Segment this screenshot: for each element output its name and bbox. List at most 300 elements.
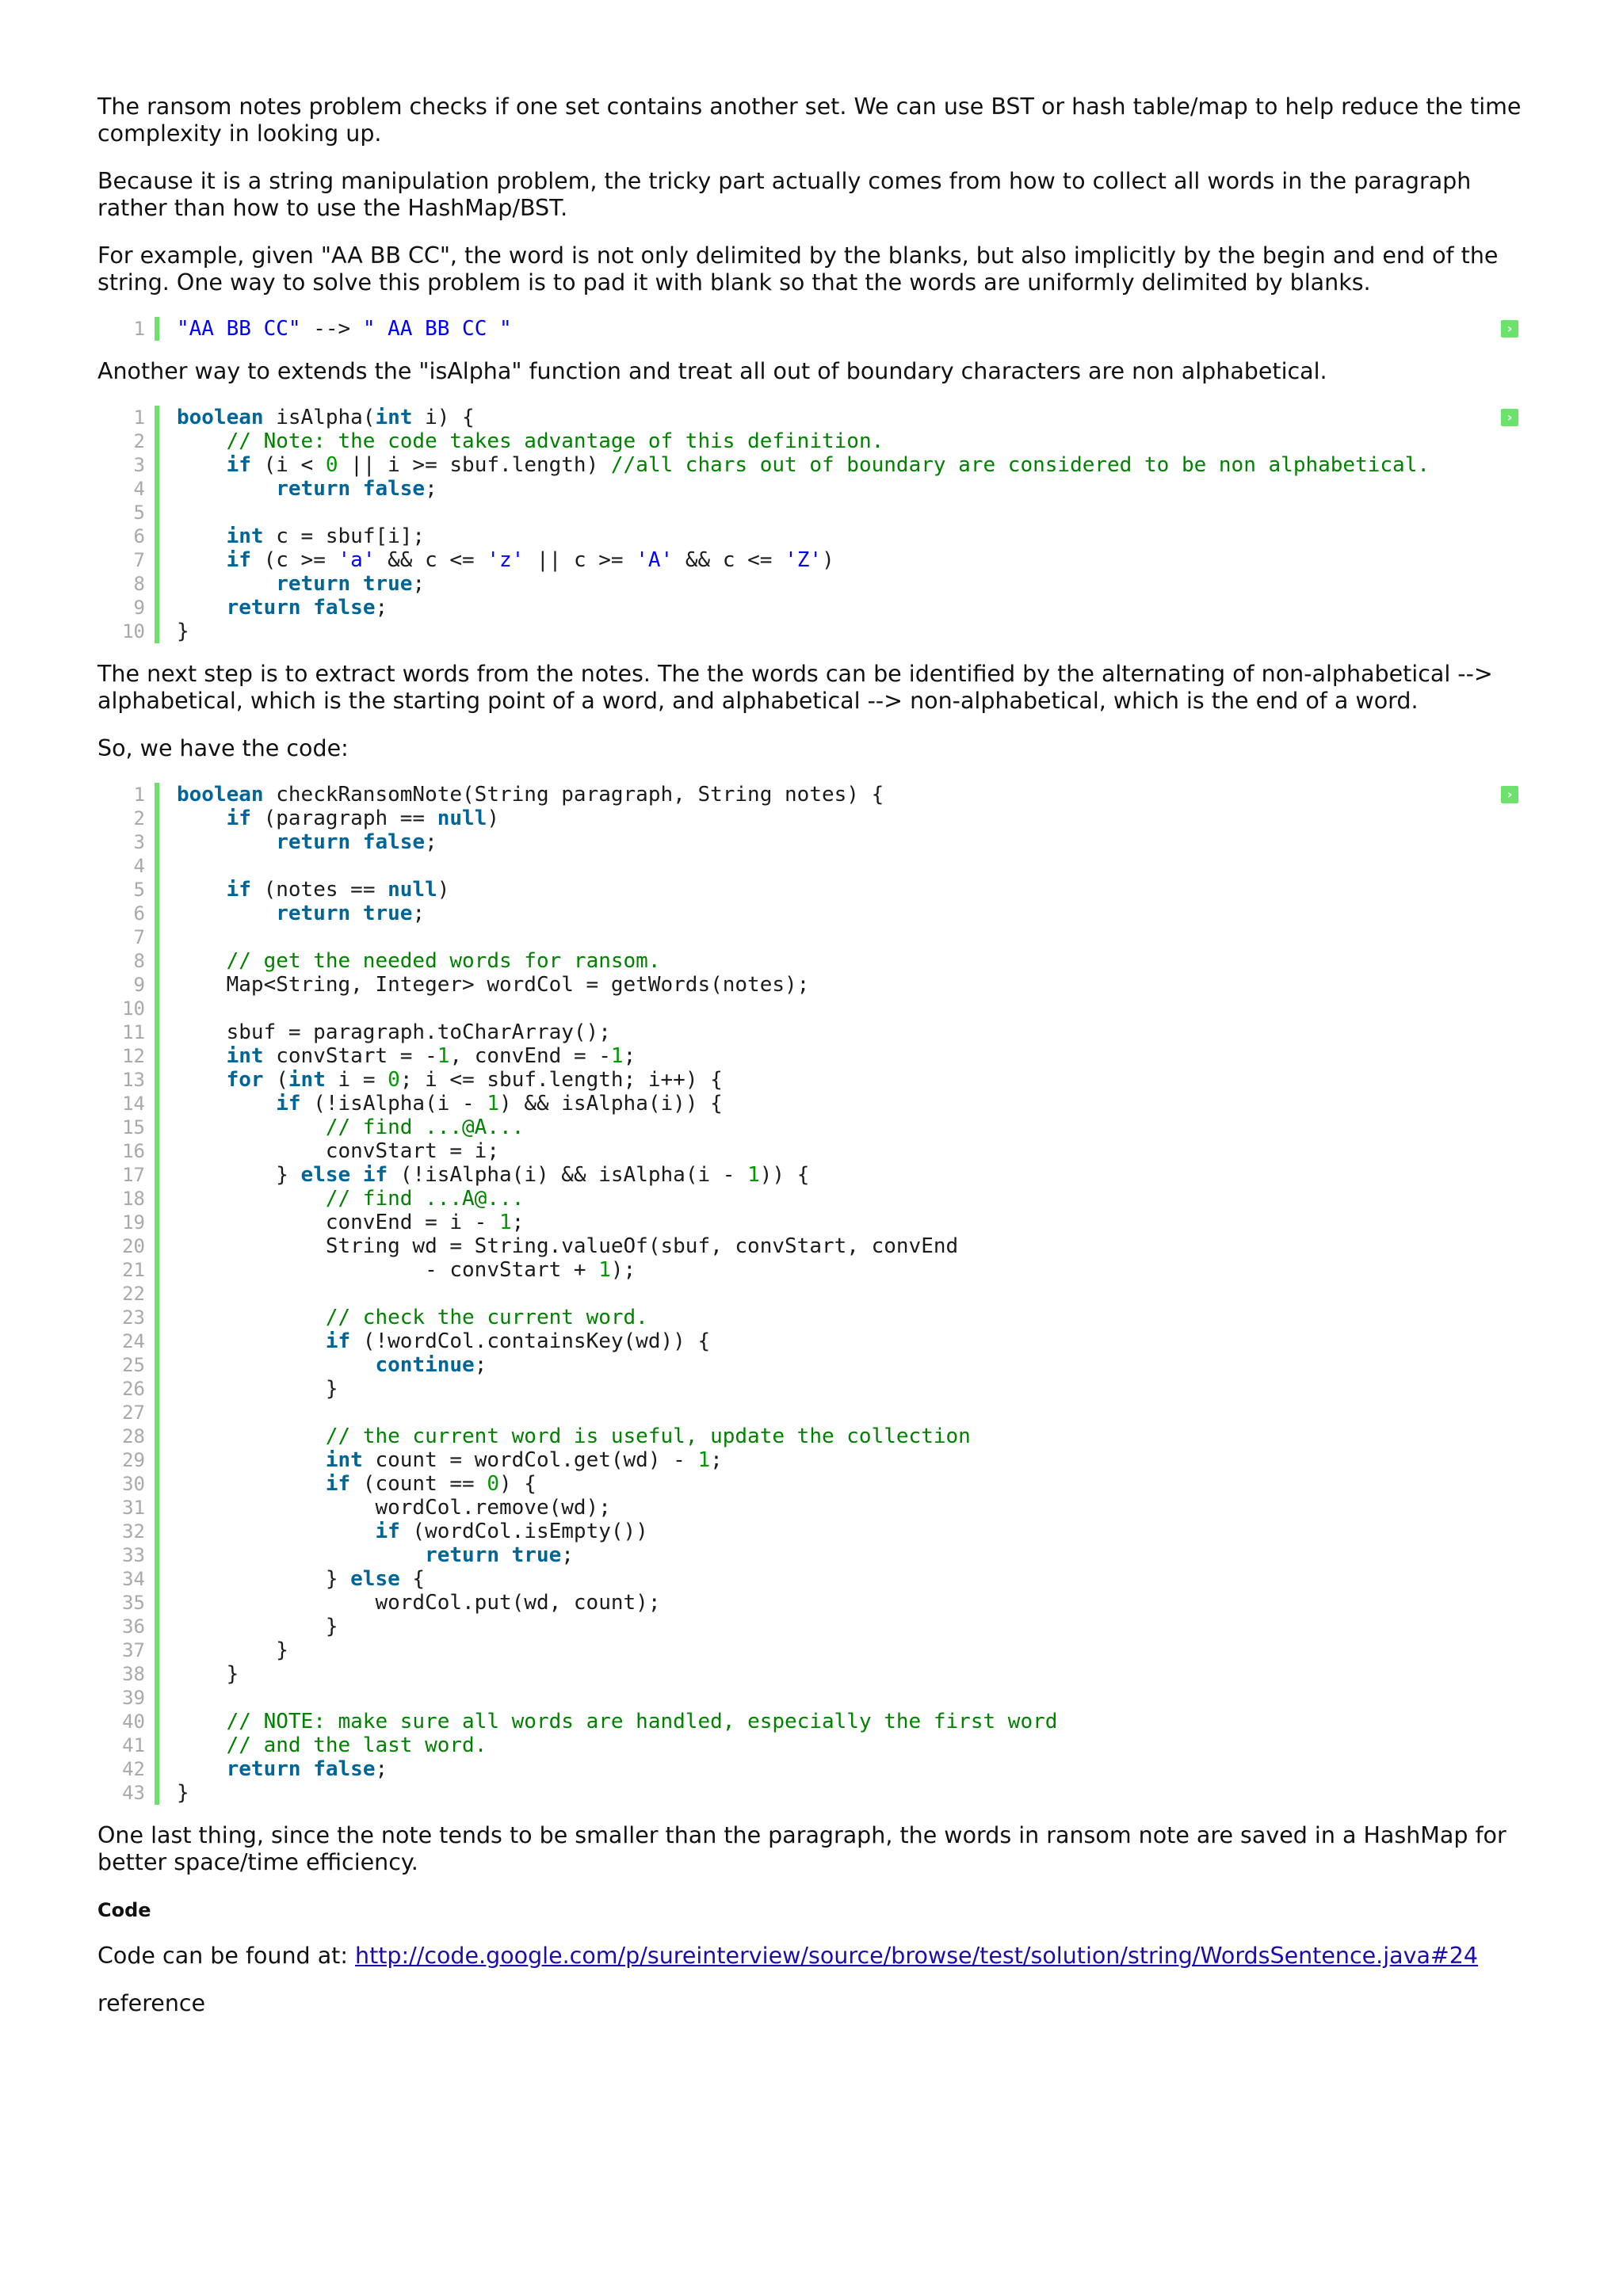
code-token: ; i <= sbuf.length; i++) { xyxy=(399,1068,723,1092)
line-number: 20 xyxy=(97,1234,159,1258)
line-number: 9 xyxy=(97,973,159,997)
code-token: int xyxy=(288,1068,326,1092)
code-line-content xyxy=(159,997,177,1020)
code-token: 'Z' xyxy=(785,548,823,572)
isalpha-paragraph: Another way to extends the "isAlpha" function and treat all out of boundary characters are non alphabetical. xyxy=(97,358,1327,384)
code-line-content xyxy=(159,1068,723,1092)
code-token: return xyxy=(425,1543,499,1567)
code-line-content xyxy=(159,1139,499,1163)
code-token xyxy=(177,902,276,925)
so-we-have-paragraph: So, we have the code: xyxy=(97,735,349,761)
line-number: 2 xyxy=(97,807,159,830)
code-token: false xyxy=(362,830,426,854)
code-token: sbuf = paragraph.toCharArray(); xyxy=(177,1020,611,1044)
code-token: ; xyxy=(561,1543,574,1567)
line-number: 19 xyxy=(97,1211,159,1234)
code-token: true xyxy=(362,572,413,596)
code-line-content xyxy=(159,1163,809,1187)
line-number: 36 xyxy=(97,1615,159,1638)
code-token: convEnd = i - xyxy=(177,1211,499,1234)
line-number: 18 xyxy=(97,1187,159,1211)
code-line xyxy=(97,1472,1528,1496)
line-number: 8 xyxy=(97,949,159,973)
line-number: 8 xyxy=(97,572,159,596)
code-line-content xyxy=(159,878,449,902)
code-line-content xyxy=(159,1282,177,1306)
code-line xyxy=(97,1353,1528,1377)
code-token xyxy=(177,548,227,572)
code-line xyxy=(97,1258,1528,1282)
code-line xyxy=(97,524,1528,548)
code-token: 1 xyxy=(747,1163,760,1187)
code-line-content xyxy=(159,453,1430,477)
code-line-content xyxy=(159,1520,648,1543)
code-line xyxy=(97,949,1528,973)
code-token: return xyxy=(276,830,351,854)
code-token: null xyxy=(388,878,437,902)
code-line xyxy=(97,429,1528,453)
code-token: { xyxy=(399,1567,426,1591)
code-token: checkRansomNote(String paragraph, String notes) { xyxy=(263,783,884,807)
code-token: ; xyxy=(412,572,426,596)
code-token xyxy=(177,1757,227,1781)
code-token: false xyxy=(362,477,426,501)
code-token: } xyxy=(177,1638,288,1662)
code-token: } xyxy=(177,1615,338,1638)
code-token: (wordCol.isEmpty()) xyxy=(399,1520,648,1543)
code-token: - convStart + xyxy=(177,1258,599,1282)
code-token: wordCol.remove(wd); xyxy=(177,1496,611,1520)
code-token: " AA BB CC " xyxy=(362,317,512,341)
code-line xyxy=(97,477,1528,501)
line-number: 35 xyxy=(97,1591,159,1615)
code-line-content xyxy=(159,406,475,429)
extract-words-paragraph: The next step is to extract words from the notes. The the words can be identified by the alternating of non-alphabetical --> alphabetical, which is the starting point of a word, and alphabetical --> non-alphabetical, which is the end of a word. xyxy=(97,661,1493,714)
code-line-content xyxy=(159,1020,611,1044)
line-number: 5 xyxy=(97,501,159,524)
line-number: 1 xyxy=(97,317,159,341)
line-number: 32 xyxy=(97,1520,159,1543)
line-number: 41 xyxy=(97,1733,159,1757)
last-thing-paragraph: One last thing, since the note tends to be smaller than the paragraph, the words in ransom note are saved in a HashMap for better space/time efficiency. xyxy=(97,1822,1507,1875)
code-line xyxy=(97,1234,1528,1258)
code-token: Map<String, Integer> wordCol = getWords(notes); xyxy=(177,973,810,997)
copy-to-clipboard-icon[interactable]: › xyxy=(1501,409,1518,426)
code-token: // the current word is useful, update the collection xyxy=(325,1425,971,1448)
code-line xyxy=(97,548,1528,572)
code-line xyxy=(97,1615,1528,1638)
code-line-content xyxy=(159,1187,524,1211)
code-line xyxy=(97,1543,1528,1567)
code-line-content xyxy=(159,1710,1057,1733)
code-line-content xyxy=(159,429,884,453)
code-line xyxy=(97,1710,1528,1733)
line-number: 6 xyxy=(97,524,159,548)
code-line xyxy=(97,925,1528,949)
example-paragraph: For example, given "AA BB CC", the word is not only delimited by the blanks, but also implicitly by the begin and end of the string. One way to solve this problem is to pad it with blank so that the words are uniformly delimited by blanks. xyxy=(97,242,1499,296)
code-line-content xyxy=(159,501,177,524)
code-line xyxy=(97,1187,1528,1211)
line-number: 40 xyxy=(97,1710,159,1733)
code-token: "AA BB CC" xyxy=(177,317,301,341)
code-line-content xyxy=(159,620,189,643)
code-block-padding xyxy=(97,317,1528,341)
code-token: (i < xyxy=(250,453,326,477)
code-token xyxy=(177,1425,326,1448)
code-token xyxy=(177,1448,326,1472)
code-token: 1 xyxy=(697,1448,711,1472)
code-token: --> xyxy=(300,317,363,341)
code-line-content xyxy=(159,783,884,807)
code-token: ; xyxy=(425,830,437,854)
code-token: ) xyxy=(487,807,500,830)
code-token xyxy=(499,1543,512,1567)
code-heading: Code xyxy=(97,1899,151,1921)
code-line-content xyxy=(159,1116,524,1139)
copy-to-clipboard-icon[interactable]: › xyxy=(1501,320,1518,338)
code-token: 1 xyxy=(499,1211,512,1234)
code-token: } xyxy=(177,1662,239,1686)
code-token xyxy=(177,429,227,453)
code-line-content xyxy=(159,1591,660,1615)
code-token xyxy=(177,477,276,501)
code-line-content xyxy=(159,548,834,572)
code-token xyxy=(350,902,363,925)
code-line xyxy=(97,453,1528,477)
line-number: 15 xyxy=(97,1116,159,1139)
code-link[interactable]: http://code.google.com/p/sureinterview/source/browse/test/solution/string/WordsSentence.java#24 xyxy=(355,1943,1479,1969)
line-number: 7 xyxy=(97,925,159,949)
line-number: 26 xyxy=(97,1377,159,1401)
code-line xyxy=(97,807,1528,830)
code-line-content xyxy=(159,477,437,501)
code-token: // and the last word. xyxy=(226,1733,487,1757)
line-number: 12 xyxy=(97,1044,159,1068)
code-token: true xyxy=(362,902,413,925)
line-number: 5 xyxy=(97,878,159,902)
code-token: (!wordCol.containsKey(wd)) { xyxy=(350,1329,711,1353)
code-token: ) { xyxy=(499,1472,537,1496)
code-line xyxy=(97,572,1528,596)
code-token: c = sbuf[i]; xyxy=(263,524,426,548)
code-token: int xyxy=(226,524,264,548)
code-line xyxy=(97,1163,1528,1187)
code-token: 'A' xyxy=(636,548,674,572)
code-token xyxy=(177,1733,227,1757)
code-line xyxy=(97,830,1528,854)
line-number: 6 xyxy=(97,902,159,925)
code-token: (count == xyxy=(350,1472,487,1496)
code-line-content xyxy=(159,1092,723,1116)
line-number: 31 xyxy=(97,1496,159,1520)
code-line-content xyxy=(159,1638,288,1662)
line-number: 23 xyxy=(97,1306,159,1329)
code-token: // get the needed words for ransom. xyxy=(226,949,661,973)
code-line xyxy=(97,1425,1528,1448)
code-line-content xyxy=(159,596,388,620)
code-token: ; xyxy=(623,1044,636,1068)
code-token: String wd = String.valueOf(sbuf, convStart, convEnd xyxy=(177,1234,959,1258)
code-line-content xyxy=(159,524,425,548)
code-token: (paragraph == xyxy=(250,807,437,830)
line-number: 1 xyxy=(97,406,159,429)
code-line xyxy=(97,854,1528,878)
code-token: if xyxy=(375,1520,400,1543)
code-token: return xyxy=(226,1757,301,1781)
code-line-content xyxy=(159,807,499,830)
code-token: (!isAlpha(i) && isAlpha(i - xyxy=(388,1163,748,1187)
code-line xyxy=(97,406,1528,429)
code-token: 'a' xyxy=(338,548,376,572)
code-token xyxy=(301,1757,314,1781)
code-line xyxy=(97,1020,1528,1044)
code-token: // NOTE: make sure all words are handled, especially the first word xyxy=(226,1710,1058,1733)
code-token xyxy=(177,1044,227,1068)
line-number: 33 xyxy=(97,1543,159,1567)
code-token: 0 xyxy=(487,1472,499,1496)
code-token: else xyxy=(350,1567,400,1591)
code-line-content xyxy=(159,1044,636,1068)
line-number: 2 xyxy=(97,429,159,453)
code-token: true xyxy=(511,1543,562,1567)
code-line-content xyxy=(159,1258,636,1282)
code-line xyxy=(97,1116,1528,1139)
code-line-content xyxy=(159,949,661,973)
code-token: || i >= sbuf.length) xyxy=(338,453,611,477)
code-line-content xyxy=(159,1472,537,1496)
code-line xyxy=(97,1306,1528,1329)
code-line-content xyxy=(159,925,177,949)
code-token: convStart = i; xyxy=(177,1139,499,1163)
code-token: ; xyxy=(511,1211,525,1234)
code-token: 'z' xyxy=(487,548,525,572)
reference-text: reference xyxy=(97,1990,206,2016)
code-token: return xyxy=(276,572,351,596)
code-line xyxy=(97,596,1528,620)
line-number: 43 xyxy=(97,1781,159,1805)
code-line-content xyxy=(159,1377,338,1401)
code-line xyxy=(97,902,1528,925)
code-line xyxy=(97,1567,1528,1591)
code-token xyxy=(177,1116,326,1139)
code-token: if xyxy=(226,548,251,572)
code-token: ) && isAlpha(i)) { xyxy=(499,1092,723,1116)
code-line xyxy=(97,1401,1528,1425)
code-token: int xyxy=(325,1448,363,1472)
copy-to-clipboard-icon[interactable]: › xyxy=(1501,786,1518,803)
line-number: 21 xyxy=(97,1258,159,1282)
code-line-content xyxy=(159,1448,723,1472)
line-number: 37 xyxy=(97,1638,159,1662)
code-token xyxy=(177,453,227,477)
code-token: )) { xyxy=(759,1163,810,1187)
code-line-content xyxy=(159,572,425,596)
code-line xyxy=(97,1282,1528,1306)
code-line xyxy=(97,1733,1528,1757)
line-number: 17 xyxy=(97,1163,159,1187)
code-token: //all chars out of boundary are considered to be non alphabetical. xyxy=(610,453,1430,477)
code-token xyxy=(350,1163,363,1187)
code-line-content xyxy=(159,1306,648,1329)
code-token: 0 xyxy=(325,453,338,477)
line-number: 24 xyxy=(97,1329,159,1353)
code-token xyxy=(350,830,363,854)
line-number: 3 xyxy=(97,453,159,477)
code-token: (notes == xyxy=(250,878,388,902)
code-token xyxy=(350,477,363,501)
code-line-content xyxy=(159,1686,177,1710)
code-token: ) xyxy=(822,548,834,572)
code-line-content xyxy=(159,902,425,925)
code-line-content xyxy=(159,1425,971,1448)
code-token: false xyxy=(313,1757,376,1781)
code-token xyxy=(177,830,276,854)
code-token xyxy=(177,1472,326,1496)
code-token: if xyxy=(226,807,251,830)
code-token: for xyxy=(226,1068,264,1092)
line-number: 42 xyxy=(97,1757,159,1781)
line-number: 38 xyxy=(97,1662,159,1686)
code-token: int xyxy=(226,1044,264,1068)
code-token: ; xyxy=(425,477,437,501)
code-token: } xyxy=(177,1377,338,1401)
code-line-content xyxy=(159,1662,239,1686)
code-token: } xyxy=(177,1567,351,1591)
code-token xyxy=(177,1068,227,1092)
code-token xyxy=(177,1710,227,1733)
code-line-content xyxy=(159,1401,177,1425)
line-number: 28 xyxy=(97,1425,159,1448)
code-token: (!isAlpha(i - xyxy=(300,1092,487,1116)
code-token: convStart = - xyxy=(263,1044,437,1068)
code-location-paragraph xyxy=(97,1943,1528,1970)
code-line xyxy=(97,973,1528,997)
code-line-content xyxy=(159,830,437,854)
code-token: } xyxy=(177,1781,189,1805)
code-token: 0 xyxy=(388,1068,400,1092)
code-line xyxy=(97,317,1528,341)
code-line xyxy=(97,1092,1528,1116)
code-token xyxy=(177,878,227,902)
code-token: isAlpha( xyxy=(263,406,376,429)
code-line xyxy=(97,620,1528,643)
line-number: 30 xyxy=(97,1472,159,1496)
code-token: || c >= xyxy=(524,548,636,572)
code-token: return xyxy=(276,902,351,925)
line-number: 10 xyxy=(97,620,159,643)
code-line xyxy=(97,1068,1528,1092)
code-token: ) xyxy=(437,878,450,902)
code-token xyxy=(177,1306,326,1329)
line-number: 13 xyxy=(97,1068,159,1092)
code-line xyxy=(97,1781,1528,1805)
code-line xyxy=(97,1757,1528,1781)
code-token: i) { xyxy=(412,406,475,429)
line-number: 11 xyxy=(97,1020,159,1044)
code-token xyxy=(177,1520,375,1543)
code-line xyxy=(97,1448,1528,1472)
code-token: && c <= xyxy=(673,548,785,572)
code-block-check-ransom-note xyxy=(97,783,1528,1805)
code-line-content xyxy=(159,1211,524,1234)
line-number: 4 xyxy=(97,854,159,878)
code-token: count = wordCol.get(wd) - xyxy=(362,1448,698,1472)
code-token xyxy=(177,1187,326,1211)
line-number: 22 xyxy=(97,1282,159,1306)
line-number: 39 xyxy=(97,1686,159,1710)
line-number: 16 xyxy=(97,1139,159,1163)
code-line-content xyxy=(159,1234,958,1258)
code-line xyxy=(97,878,1528,902)
code-token: ( xyxy=(263,1068,288,1092)
code-token: 1 xyxy=(598,1258,611,1282)
code-token xyxy=(177,807,227,830)
intro-paragraph: The ransom notes problem checks if one set contains another set. We can use BST or hash table/map to help reduce the time complexity in looking up. xyxy=(97,93,1522,147)
string-manipulation-paragraph: Because it is a string manipulation problem, the tricky part actually comes from how to collect all words in the paragraph rather than how to use the HashMap/BST. xyxy=(97,168,1472,221)
code-token: boolean xyxy=(177,406,264,429)
line-number: 34 xyxy=(97,1567,159,1591)
code-token: 1 xyxy=(487,1092,500,1116)
code-token: false xyxy=(313,596,376,620)
code-token xyxy=(177,596,227,620)
code-token: , convEnd = - xyxy=(449,1044,611,1068)
code-line xyxy=(97,1044,1528,1068)
code-token: return xyxy=(276,477,351,501)
code-token: // find ...A@... xyxy=(325,1187,525,1211)
code-token: if xyxy=(226,453,251,477)
code-block-isalpha xyxy=(97,406,1528,643)
code-line-content xyxy=(159,317,512,341)
code-token: // find ...@A... xyxy=(325,1116,525,1139)
code-token: i = xyxy=(325,1068,388,1092)
code-line-content xyxy=(159,1567,425,1591)
code-token: } xyxy=(177,620,189,643)
code-token xyxy=(177,949,227,973)
code-token: int xyxy=(375,406,413,429)
code-token: ; xyxy=(412,902,426,925)
code-token: else xyxy=(300,1163,351,1187)
code-token xyxy=(177,1543,425,1567)
code-token: 1 xyxy=(610,1044,624,1068)
line-number: 14 xyxy=(97,1092,159,1116)
code-token xyxy=(177,1329,326,1353)
code-token: boolean xyxy=(177,783,264,807)
line-number: 9 xyxy=(97,596,159,620)
code-line-content xyxy=(159,1615,338,1638)
code-token: ; xyxy=(474,1353,487,1377)
code-line xyxy=(97,1638,1528,1662)
code-token: if xyxy=(362,1163,388,1187)
article xyxy=(97,93,1528,2038)
code-token: ; xyxy=(710,1448,723,1472)
code-token: if xyxy=(276,1092,301,1116)
code-token: wordCol.put(wd, count); xyxy=(177,1591,661,1615)
line-number: 10 xyxy=(97,997,159,1020)
code-line-content xyxy=(159,1353,487,1377)
code-token xyxy=(301,596,314,620)
code-location-label: Code can be found at: xyxy=(97,1943,356,1969)
code-token: (c >= xyxy=(250,548,338,572)
code-line-content xyxy=(159,1757,388,1781)
code-token xyxy=(177,1353,375,1377)
code-token: ; xyxy=(375,1757,388,1781)
code-line-content xyxy=(159,1543,574,1567)
code-line-content xyxy=(159,1496,611,1520)
code-token: ); xyxy=(610,1258,636,1282)
code-line xyxy=(97,997,1528,1020)
code-token: && c <= xyxy=(375,548,487,572)
code-token: if xyxy=(226,878,251,902)
